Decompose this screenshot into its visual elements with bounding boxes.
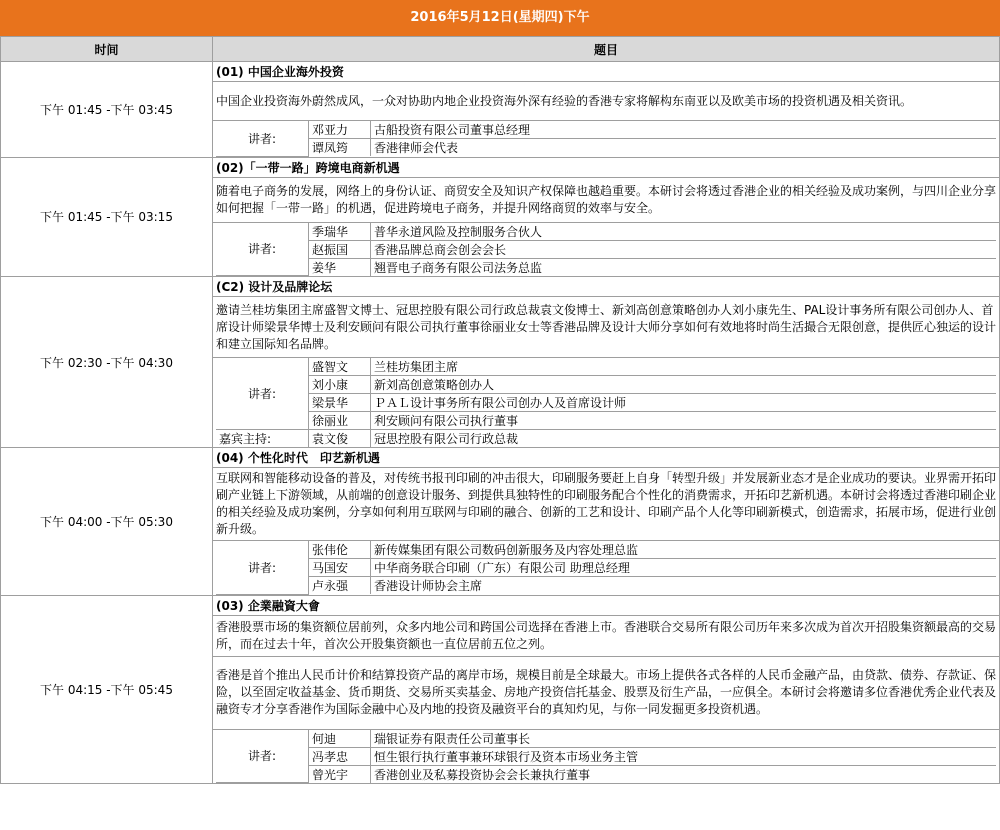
speaker-name: 刘小康 <box>309 376 371 394</box>
speaker-role-label: 讲者: <box>216 223 309 276</box>
speaker-name: 马国安 <box>309 559 371 577</box>
session-title-row <box>1 62 1000 82</box>
speaker-name: 冯孝忠 <box>309 747 371 765</box>
speakers-cell <box>213 541 1000 596</box>
speaker-org: 新传媒集团有限公司数码创新服务及内容处理总监 <box>371 541 997 559</box>
speaker-name: 卢永强 <box>309 577 371 595</box>
speaker-name: 季瑞华 <box>309 223 371 241</box>
speaker-name: 谭凤筠 <box>309 139 371 157</box>
session-time: 下午 01:45 -下午 03:45 <box>1 62 213 158</box>
speaker-name: 盛智文 <box>309 358 371 376</box>
session-title-row <box>1 277 1000 297</box>
session-time: 下午 04:00 -下午 05:30 <box>1 448 213 596</box>
speaker-role-label: 讲者: <box>216 730 309 783</box>
session-description: 邀请兰桂坊集团主席盛智文博士、冠思控股有限公司行政总裁袁文俊博士、新刘高创意策略创办人刘小康先生、PAL设计事务所有限公司创办人、首席设计师梁景华博士及利安顾问有限公司执行董事徐丽业女士等香港品牌及设计大师分享如何有效地将时尚生活撮合无限创意，提供匠心独运的设计和建立国际知名品牌。 <box>213 297 1000 358</box>
speaker-name: 梁景华 <box>309 394 371 412</box>
speaker-name: 赵振国 <box>309 240 371 258</box>
speaker-name: 何迪 <box>309 730 371 748</box>
speaker-role-label: 讲者: <box>216 121 309 156</box>
speakers-cell <box>213 729 1000 784</box>
speaker-org: 瑞银证券有限责任公司董事长 <box>371 730 997 748</box>
speakers-table <box>216 121 996 157</box>
session-title-row <box>1 448 1000 468</box>
session-title: (03) 企業融資大會 <box>213 595 1000 615</box>
speaker-name: 张伟伦 <box>309 541 371 559</box>
session-description: 香港是首个推出人民币计价和结算投资产品的离岸市场，规模目前是全球最大。市场上提供各式各样的人民币金融产品，由贷款、债券、存款证、保险，以至固定收益基金、货币期货、交易所买卖基金、房地产投资信托基金、股票及衍生产品，一应俱全。本研讨会将邀请多位香港优秀企业代表及融资专才分享香港作为国际金融中心及内地的投资及融资平台的真知灼见，与你一同发掘更多投资机遇。 <box>213 656 1000 729</box>
speaker-org: 恒生银行执行董事兼环球银行及资本市场业务主管 <box>371 747 997 765</box>
speakers-table <box>216 358 996 447</box>
session-description: 中国企业投资海外蔚然成风，一众对协助内地企业投资海外深有经验的香港专家将解构东南亚以及欧美市场的投资机遇及相关资讯。 <box>213 82 1000 121</box>
speaker-org: 香港律师会代表 <box>371 139 997 157</box>
speaker-name: 姜华 <box>309 258 371 276</box>
speaker-org: 兰桂坊集团主席 <box>371 358 997 376</box>
session-description: 香港股票市场的集资额位居前列，众多内地公司和跨国公司选择在香港上市。香港联合交易所有限公司历年来多次成为首次开招股集资额最高的交易所，而在过去十年，首次公开股集资额也一直位居前五位之列。 <box>213 615 1000 656</box>
speaker-org: 古船投资有限公司董事总经理 <box>371 121 997 139</box>
schedule-table <box>0 36 1000 784</box>
speakers-table <box>216 730 996 784</box>
speaker-org: 中华商务联合印刷（广东）有限公司 助理总经理 <box>371 559 997 577</box>
speaker-org: 普华永道风险及控制服务合伙人 <box>371 223 997 241</box>
session-description: 互联网和智能移动设备的普及，对传统书报刊印刷的冲击很大，印刷服务要赶上自身「转型升级」并发展新业态才是企业成功的要诀。业界需开拓印刷产业链上下游领域，从前端的创意设计服务、到提供具独特性的印刷服务配合个性化的消费需求，开拓印艺新机遇。本研讨会将透过香港印刷企业的相关经验及成功案例，分享如何利用互联网与印刷的融合、创新的工艺和设计、印刷产品个人化等印刷新模式，创造需求，拓展市场，促进行业创新升级。 <box>213 468 1000 541</box>
speakers-cell <box>213 358 1000 448</box>
session-description: 随着电子商务的发展，网络上的身份认证、商贸安全及知识产权保障也越趋重要。本研讨会将透过香港企业的相关经验及成功案例，与四川企业分享如何把握「一带一路」的机遇，促进跨境电子商务，并提升网络商贸的效率与安全。 <box>213 177 1000 222</box>
speakers-table <box>216 541 996 595</box>
speaker-org: ＰＡＬ设计事务所有限公司创办人及首席设计师 <box>371 394 997 412</box>
session-title: (02)「一带一路」跨境电商新机遇 <box>213 157 1000 177</box>
header-row <box>1 37 1000 62</box>
session-time: 下午 02:30 -下午 04:30 <box>1 277 213 448</box>
speakers-table <box>216 223 996 277</box>
speaker-name: 邓亚力 <box>309 121 371 139</box>
session-title-row <box>1 157 1000 177</box>
session-time: 下午 04:15 -下午 05:45 <box>1 595 213 784</box>
speakers-cell <box>213 222 1000 277</box>
session-title-row <box>1 595 1000 615</box>
topic-column-header: 题目 <box>213 37 1000 62</box>
host-role-label: 嘉宾主持: <box>216 430 309 448</box>
speaker-role-label: 讲者: <box>216 358 309 430</box>
host-name: 袁文俊 <box>309 430 371 448</box>
speaker-name: 曾光宇 <box>309 765 371 783</box>
time-column-header: 时间 <box>1 37 213 62</box>
speaker-role-label: 讲者: <box>216 541 309 594</box>
session-title: (01) 中国企业海外投资 <box>213 62 1000 82</box>
host-org: 冠思控股有限公司行政总裁 <box>371 430 997 448</box>
speaker-org: 利安顾问有限公司执行董事 <box>371 412 997 430</box>
speaker-org: 香港设计师协会主席 <box>371 577 997 595</box>
date-banner: 2016年5月12日(星期四)下午 <box>0 0 1000 36</box>
speaker-org: 新刘高创意策略创办人 <box>371 376 997 394</box>
speaker-org: 翘晋电子商务有限公司法务总监 <box>371 258 997 276</box>
session-time: 下午 01:45 -下午 03:15 <box>1 157 213 277</box>
speaker-name: 徐丽业 <box>309 412 371 430</box>
speaker-org: 香港品牌总商会创会会长 <box>371 240 997 258</box>
session-title: (C2) 设计及品牌论坛 <box>213 277 1000 297</box>
speakers-cell <box>213 121 1000 158</box>
session-title: (04) 个性化时代 印艺新机遇 <box>213 448 1000 468</box>
speaker-org: 香港创业及私募投资协会会长兼执行董事 <box>371 765 997 783</box>
